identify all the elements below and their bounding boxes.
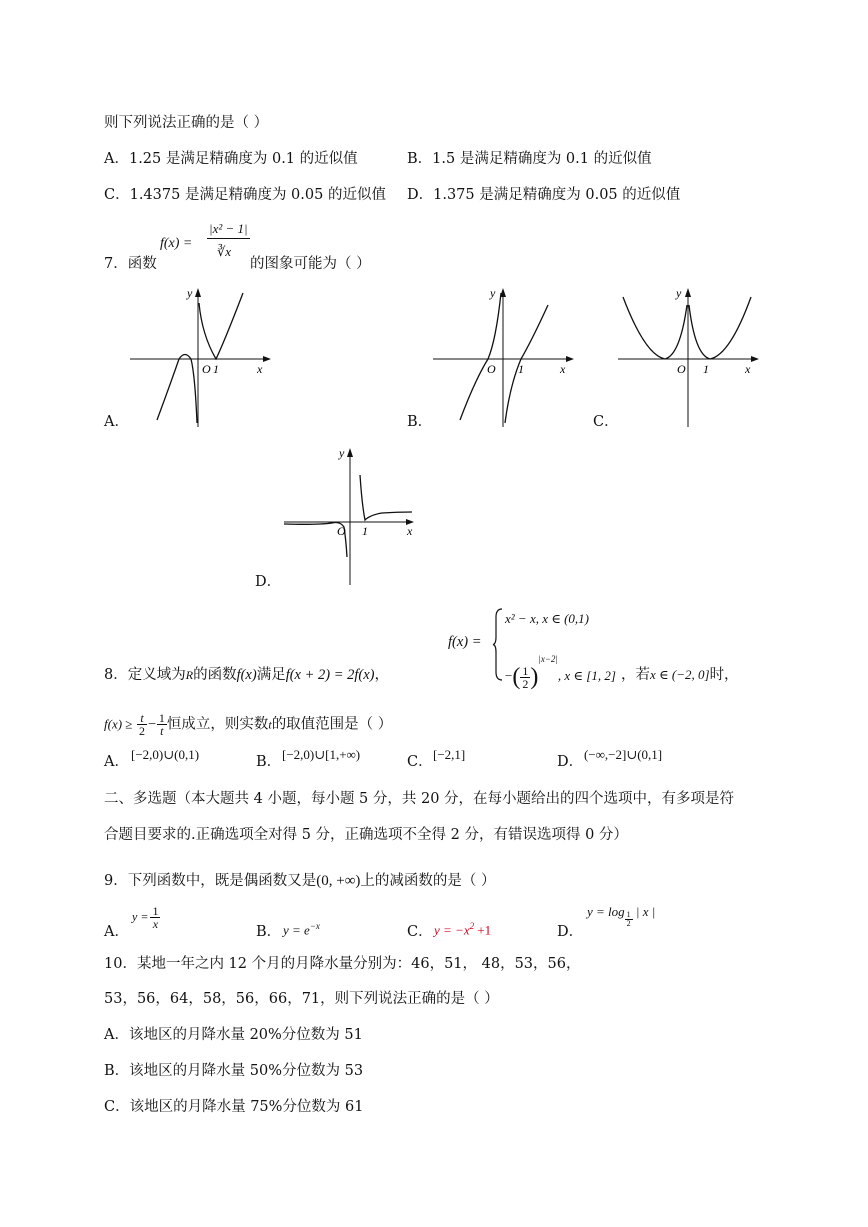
q8-brace bbox=[492, 607, 504, 682]
graph-c-one: 1 bbox=[703, 362, 709, 376]
q9-option-a-letter: A． bbox=[104, 924, 129, 940]
q9-option-a-expr: y = $\frac{1}{x}$ bbox=[132, 904, 159, 931]
q8-option-d-value: (−∞,−2]∪(0,1] bbox=[584, 747, 663, 762]
q9-option-c-letter: C． bbox=[407, 924, 433, 940]
q9-option-d-letter: D． bbox=[557, 924, 584, 940]
graph-b-one: 1 bbox=[518, 362, 524, 376]
q7-option-d-letter: D． bbox=[255, 574, 282, 590]
q10-line1: 10．某地一年之内 12 个月的月降水量分别为：46，51， 48，53，56， bbox=[104, 956, 581, 972]
section2-line2: 合题目要求的.正确选项全对得 5 分，正确选项不全得 2 分，有错误选项得 0 分） bbox=[104, 827, 628, 843]
q9-stem: 9．下列函数中，既是偶函数又是(0, +∞)上的减函数的是（ ） bbox=[104, 873, 496, 889]
graph-d-one: 1 bbox=[362, 524, 368, 538]
graph-a-one: 1 bbox=[213, 362, 219, 376]
graph-c-x-label: x bbox=[745, 362, 751, 376]
graph-d-x-label: x bbox=[407, 524, 413, 538]
q7-number: 7．函数 bbox=[104, 256, 157, 272]
q7-denominator: ∛x bbox=[217, 244, 232, 259]
q10-option-c: C．该地区的月降水量 75%分位数为 61 bbox=[104, 1099, 364, 1115]
q8-piece1: x² − x, x ∈ (0,1) bbox=[505, 611, 590, 626]
q7-option-c-letter: C． bbox=[593, 414, 619, 430]
graph-d-y-label: y bbox=[339, 446, 345, 460]
graph-a-x-label: x bbox=[257, 362, 263, 376]
q8-option-a: A． bbox=[104, 754, 129, 770]
q10-option-a: A．该地区的月降水量 20%分位数为 51 bbox=[104, 1027, 363, 1043]
graph-c-origin: O bbox=[677, 362, 686, 376]
q8-option-c-value: [−2,1] bbox=[433, 747, 466, 762]
q6-option-a: A．1.25 是满足精确度为 0.1 的近似值 bbox=[104, 151, 358, 167]
q9-option-b-expr: $y = e^{-x}$ bbox=[283, 921, 320, 938]
graph-c-y-label: y bbox=[676, 286, 682, 300]
graph-d-origin: O bbox=[337, 524, 346, 538]
graph-a-origin: O bbox=[202, 362, 211, 376]
q10-line2: 53，56，64，58，56，66，71，则下列说法正确的是（ ） bbox=[104, 991, 499, 1007]
q9-option-b-letter: B． bbox=[256, 924, 282, 940]
q7-graph-d bbox=[282, 445, 422, 590]
q9-option-c-expr: $y = -x^2 +1$ bbox=[434, 921, 492, 938]
q7-graph-a bbox=[125, 285, 275, 430]
q7-func-lhs: f(x) = bbox=[160, 236, 193, 251]
q7-option-a-letter: A． bbox=[104, 414, 129, 430]
q8-option-d: D． bbox=[557, 754, 584, 770]
q8-piece2: −( $\frac{1}{2}$ )$^{|x-2|}$, x ∈ [1, 2] bbox=[505, 654, 616, 691]
q8-condition: ，若x ∈ (−2, 0]时， bbox=[621, 667, 739, 683]
section2-line1: 二、多选题（本大题共 4 小题，每小题 5 分，共 20 分，在每小题给出的四个选项中，有多项是符 bbox=[104, 791, 735, 807]
q8-option-b-value: [−2,0)∪[1,+∞) bbox=[282, 747, 361, 762]
q7-graph-c bbox=[615, 285, 765, 430]
q7-numerator: |x² − 1| bbox=[207, 220, 250, 239]
q6-option-d: D．1.375 是满足精确度为 0.05 的近似值 bbox=[407, 187, 681, 203]
q8-lead: 8．定义域为R的函数f(x)满足f(x + 2) = 2f(x)， bbox=[104, 667, 390, 683]
q10-option-b: B．该地区的月降水量 50%分位数为 53 bbox=[104, 1063, 364, 1079]
q7-option-b-letter: B． bbox=[407, 414, 433, 430]
graph-b-origin: O bbox=[487, 362, 496, 376]
q8-option-c: C． bbox=[407, 754, 433, 770]
graph-b-x-label: x bbox=[560, 362, 566, 376]
q8-line2: f(x) ≥ $\frac{t}{2}$ − $\frac{1}{t}$ 恒成立，则实数t的取值范围是（ ） bbox=[104, 711, 393, 738]
q7-graph-b bbox=[430, 285, 580, 430]
q8-option-a-value: [−2,0)∪(0,1) bbox=[131, 747, 200, 762]
graph-b-y-label: y bbox=[490, 286, 496, 300]
q8-piece-lhs: f(x) = bbox=[448, 634, 482, 650]
q6-stem: 则下列说法正确的是（ ） bbox=[104, 115, 269, 131]
q9-option-d-expr: y = log $\frac{1}{2}$ | x | bbox=[587, 904, 656, 928]
q6-option-b: B．1.5 是满足精确度为 0.1 的近似值 bbox=[407, 151, 652, 167]
q6-option-c: C．1.4375 是满足精确度为 0.05 的近似值 bbox=[104, 187, 386, 203]
q8-option-b: B． bbox=[256, 754, 282, 770]
graph-a-y-label: y bbox=[187, 286, 193, 300]
q7-tail: 的图象可能为（ ） bbox=[250, 256, 371, 272]
